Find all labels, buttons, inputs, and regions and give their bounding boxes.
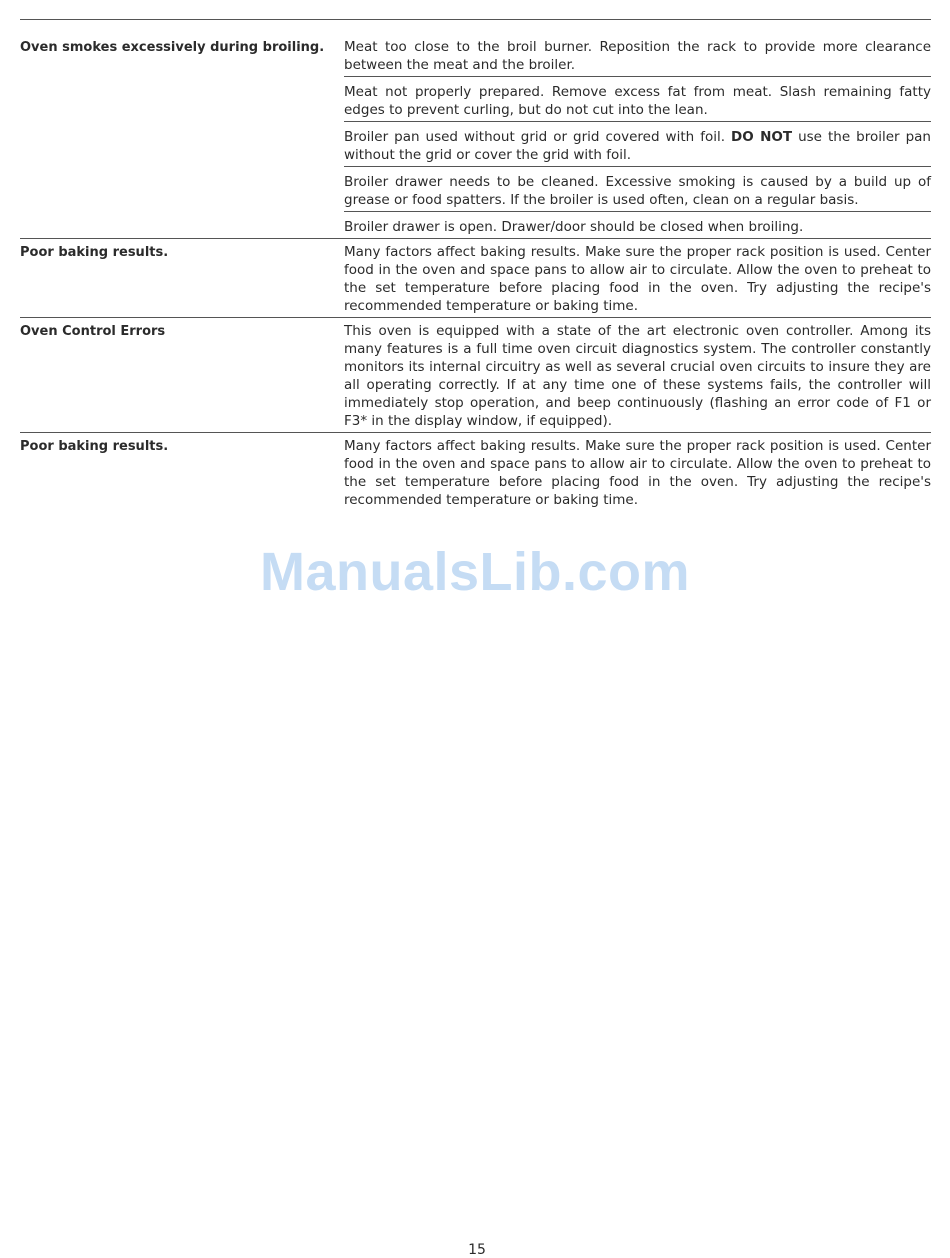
watermark: ManualsLib.com [259, 542, 691, 602]
table-row [20, 433, 931, 511]
problem-label: Poor baking results. [20, 439, 169, 454]
cause-text: Broiler drawer needs to be cleaned. Excessive smoking is caused by a build up of grease or food spatters. If the broiler is used often, clean on a regular basis. [344, 166, 931, 211]
page-number: 15 [468, 1242, 486, 1258]
cause-text: This oven is equipped with a state of the art electronic oven controller. Among its many features is a full time oven circuit diagnostics system. The controller constantly monitors its internal circuitry as well as several crucial oven circuits to insure they are all operating correctly. If at any time one of these systems fails, the controller will immediately stop operation, and beep continuously (flashing an error code of F1 or F3* in the display window, if equipped). [344, 323, 931, 429]
cause-text-part: Broiler pan used without grid or grid covered with foil. [344, 129, 732, 145]
cause-list [344, 437, 931, 511]
problem-label: Poor baking results. [20, 245, 169, 260]
cause-list [344, 243, 931, 317]
table-row [20, 239, 931, 318]
cause-text [344, 121, 931, 166]
cause-text: Many factors affect baking results. Make sure the proper rack position is used. Center food in the oven and space pans to allow air to circulate. Allow the oven to preheat to the set temperature before placing food in the oven. Try adjusting the recipe's recommended temperature or baking time. [344, 438, 931, 508]
cause-text: Meat not properly prepared. Remove excess fat from meat. Slash remaining fatty edges to prevent curling, but do not cut into the lean. [344, 76, 931, 121]
cause-text: Broiler drawer is open. Drawer/door should be closed when broiling. [344, 211, 931, 238]
table-row [20, 38, 931, 239]
problem-label: Oven Control Errors [20, 324, 166, 339]
table-row [20, 318, 931, 433]
cause-text: Meat too close to the broil burner. Reposition the rack to provide more clearance between the meat and the broiler. [344, 39, 931, 73]
problem-label: Oven smokes excessively during broiling. [20, 40, 325, 55]
cause-list [344, 38, 931, 238]
top-rule [20, 19, 931, 20]
cause-text-part: use the broiler pan without the grid or cover the grid with foil. [344, 129, 931, 163]
cause-list [344, 322, 931, 432]
cause-text: Many factors affect baking results. Make sure the proper rack position is used. Center food in the oven and space pans to allow air to circulate. Allow the oven to preheat to the set temperature before placing food in the oven. Try adjusting the recipe's recommended temperature or baking time. [344, 244, 931, 314]
cause-emphasis: DO NOT [731, 129, 793, 145]
troubleshooting-table [20, 38, 931, 511]
